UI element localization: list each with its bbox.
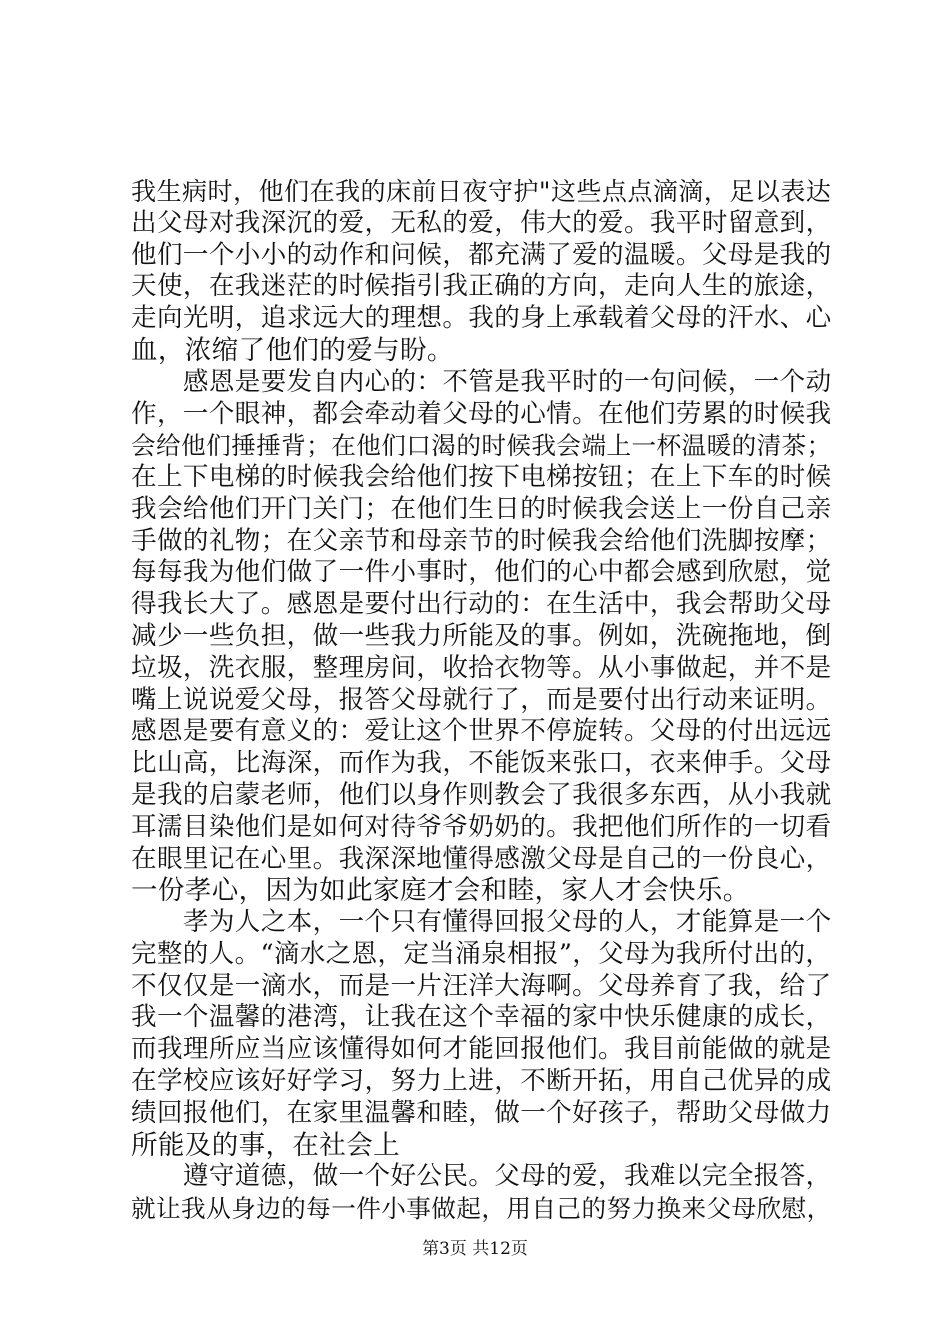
text-line: 作，一个眼神，都会牵动着父母的心情。在他们劳累的时候我 bbox=[131, 398, 832, 429]
text-line: 我一个温馨的港湾，让我在这个幸福的家中快乐健康的成长， bbox=[131, 1002, 832, 1033]
text-line: 他们一个小小的动作和问候，都充满了爱的温暖。父母是我的 bbox=[131, 239, 832, 270]
text-line: 出父母对我深沉的爱，无私的爱，伟大的爱。我平时留意到， bbox=[131, 207, 832, 238]
text-line: 在上下电梯的时候我会给他们按下电梯按钮；在上下车的时候 bbox=[131, 462, 832, 493]
text-line: 是我的启蒙老师，他们以身作则教会了我很多东西，从小我就 bbox=[131, 779, 832, 810]
page-footer: 第3页 共12页 bbox=[422, 1239, 528, 1259]
text-line: 孝为人之本，一个只有懂得回报父母的人，才能算是一个 bbox=[131, 907, 832, 938]
text-line: 我生病时，他们在我的床前日夜守护"这些点点滴滴，足以表达 bbox=[131, 177, 832, 206]
text-line: 不仅仅是一滴水，而是一片汪洋大海啊。父母养育了我，给了 bbox=[131, 970, 832, 1001]
text-line: 感恩是要有意义的：爱让这个世界不停旋转。父母的付出远远 bbox=[131, 716, 832, 747]
text-line: 遵守道德，做一个好公民。父母的爱，我难以完全报答， bbox=[131, 1161, 832, 1192]
text-line: 在眼里记在心里。我深深地懂得感激父母是自己的一份良心， bbox=[131, 843, 832, 874]
text-line: 血，浓缩了他们的爱与盼。 bbox=[131, 334, 454, 366]
text-line: 得我长大了。感恩是要付出行动的：在生活中，我会帮助父母 bbox=[131, 589, 832, 620]
text-line: 耳濡目染他们是如何对待爷爷奶奶的。我把他们所作的一切看 bbox=[131, 811, 832, 842]
text-line: 我会给他们开门关门；在他们生日的时候我会送上一份自己亲 bbox=[131, 493, 832, 524]
text-line: 天使，在我迷茫的时候指引我正确的方向，走向人生的旅途， bbox=[131, 271, 832, 302]
text-line: 感恩是要发自内心的：不管是我平时的一句问候，一个动 bbox=[131, 366, 832, 397]
text-line: 嘴上说说爱父母，报答父母就行了，而是要付出行动来证明。 bbox=[131, 684, 832, 715]
text-line: 绩回报他们，在家里温馨和睦，做一个好孩子，帮助父母做力 bbox=[131, 1097, 832, 1128]
text-line: 手做的礼物；在父亲节和母亲节的时候我会给他们洗脚按摩； bbox=[131, 525, 832, 556]
text-line: 会给他们捶捶背；在他们口渴的时候我会端上一杯温暖的清茶； bbox=[131, 431, 832, 461]
text-line: 所能及的事，在社会上 bbox=[131, 1129, 400, 1161]
text-line: 完整的人。“滴水之恩，定当涌泉相报”，父母为我所付出的， bbox=[131, 938, 832, 969]
text-line: 在学校应该好好学习，努力上进，不断开拓，用自己优异的成 bbox=[131, 1066, 832, 1097]
text-line: 一份孝心，因为如此家庭才会和睦，家人才会快乐。 bbox=[131, 875, 750, 907]
text-line: 每每我为他们做了一件小事时，他们的心中都会感到欣慰，觉 bbox=[131, 557, 832, 588]
text-line: 而我理所应当应该懂得如何才能回报他们。我目前能做的就是 bbox=[131, 1034, 832, 1065]
text-line: 垃圾，洗衣服，整理房间，收拾衣物等。从小事做起，并不是 bbox=[131, 652, 832, 683]
text-line: 走向光明，追求远大的理想。我的身上承载着父母的汗水、心 bbox=[131, 303, 832, 334]
text-line: 比山高，比海深，而作为我，不能饭来张口，衣来伸手。父母 bbox=[131, 748, 832, 779]
text-line: 减少一些负担，做一些我力所能及的事。例如，洗碗拖地，倒 bbox=[131, 621, 832, 652]
text-line: 就让我从身边的每一件小事做起，用自己的努力换来父母欣慰， bbox=[131, 1194, 832, 1224]
